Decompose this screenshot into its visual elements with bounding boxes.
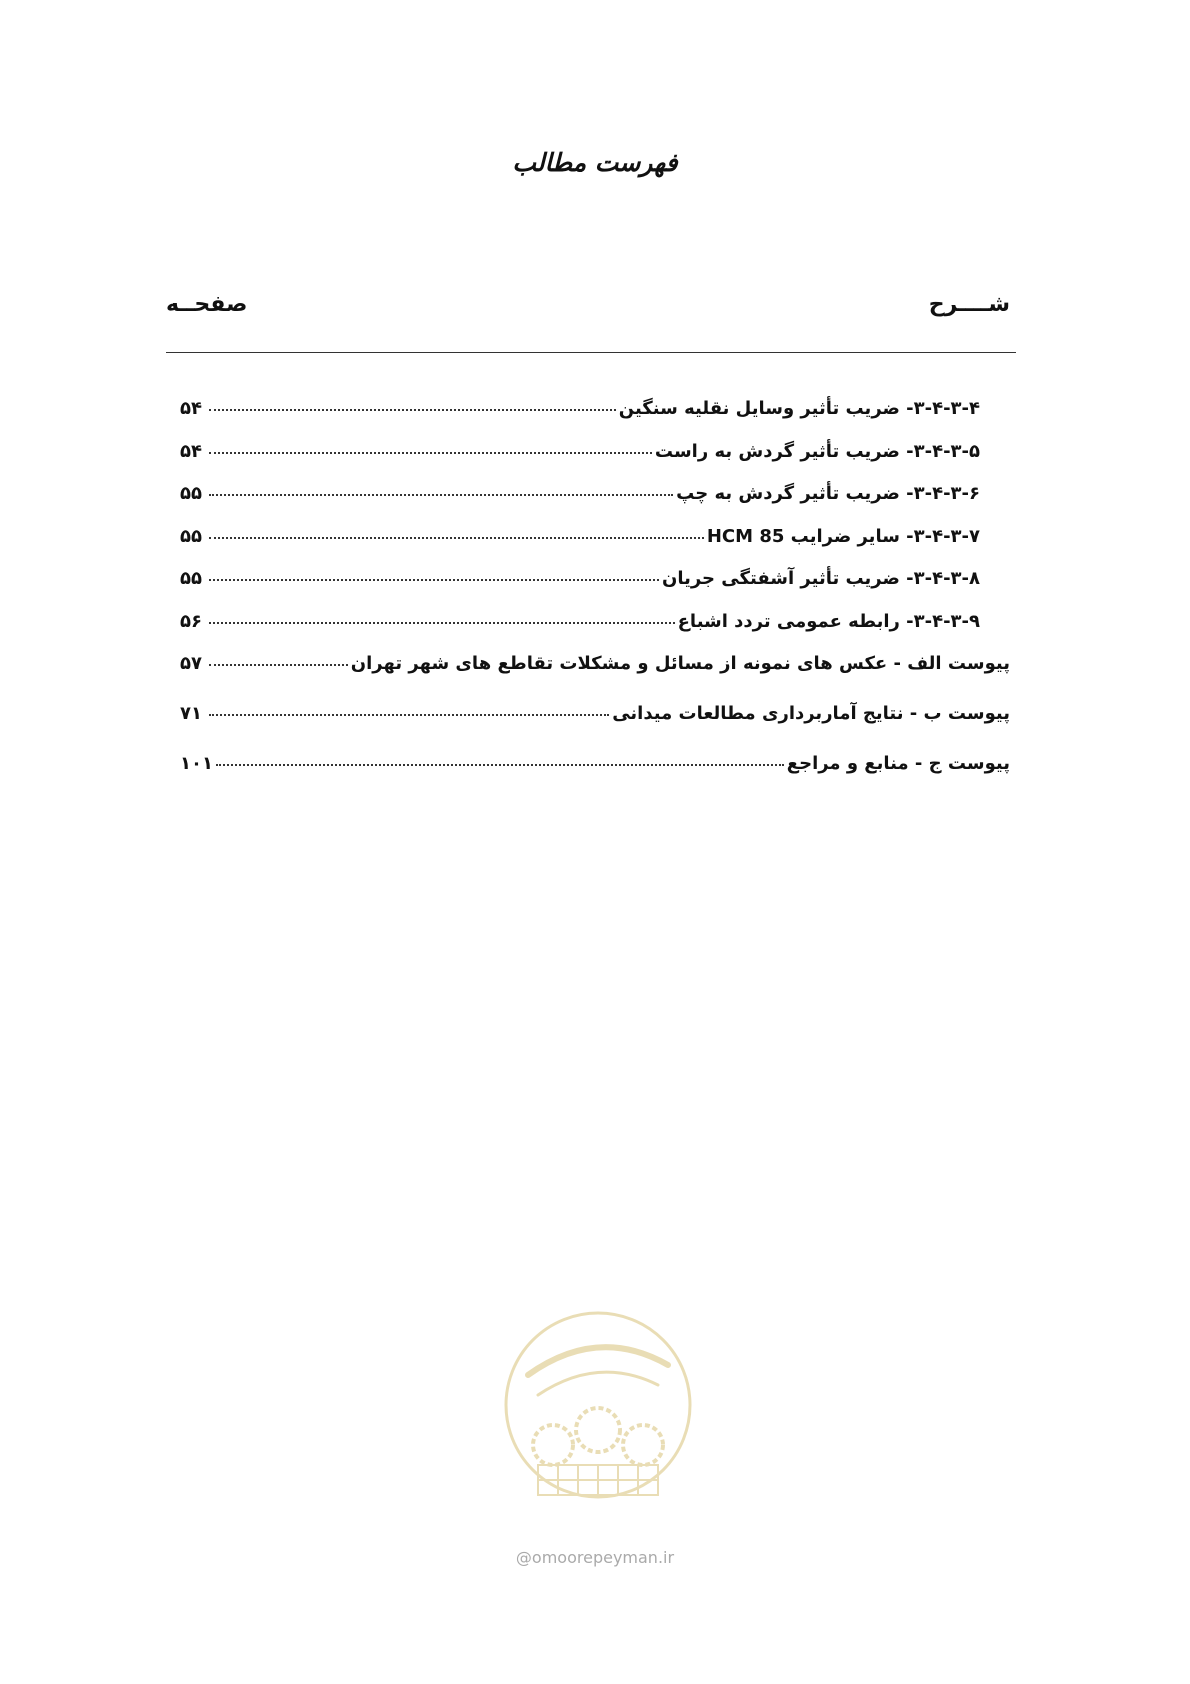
toc-entry[interactable] <box>180 526 1010 548</box>
dot-leader <box>209 622 675 624</box>
toc-entry-appendix[interactable] <box>180 703 1010 725</box>
dot-leader <box>209 664 348 666</box>
toc-entry-page: ۱۰۱ <box>180 753 213 774</box>
toc-entry-page: ۵۵ <box>180 525 202 547</box>
toc-entry-page: ۵۵ <box>180 568 202 589</box>
toc-entry-page: ۵۴ <box>180 440 202 462</box>
toc-entry-appendix[interactable] <box>180 753 1010 775</box>
toc-entry-label: ۳-۴-۳-۶- ضریب تأثیر گردش به چپ <box>676 483 980 504</box>
toc-entry[interactable] <box>180 611 1010 633</box>
toc-entry-page: ۵۶ <box>180 610 202 632</box>
dot-leader <box>209 452 652 454</box>
dot-leader <box>209 537 704 539</box>
dot-leader <box>209 579 659 581</box>
toc-entry-label: ۳-۴-۳-۸- ضریب تأثیر آشفتگی جریان <box>661 568 980 589</box>
watermark-url: @omoorepeyman.ir <box>515 1548 675 1567</box>
dot-leader <box>209 494 673 496</box>
dot-leader <box>209 409 616 411</box>
toc-entry[interactable] <box>180 441 1010 463</box>
toc-entry[interactable] <box>180 398 1010 420</box>
table-of-contents <box>180 398 1010 803</box>
toc-entry-page: ۵۷ <box>180 653 202 674</box>
description-column-header: شــــرح <box>928 292 1010 317</box>
toc-entry-label: ۳-۴-۳-۷- سایر ضرایب HCM 85 <box>706 525 980 547</box>
toc-entry-page: ۵۵ <box>180 483 202 504</box>
toc-entry-page: ۵۴ <box>180 398 202 419</box>
toc-entry-label: ۳-۴-۳-۹- رابطه عمومی تردد اشباع <box>677 610 980 632</box>
page-column-header: صفحــه <box>166 292 248 317</box>
toc-entry-label: ۳-۴-۳-۵- ضریب تأثیر گردش به راست <box>654 440 980 462</box>
toc-entry-label: ۳-۴-۳-۴- ضریب تأثیر وسایل نقلیه سنگین <box>618 398 980 419</box>
toc-entry-label: پیوست الف - عکس های نمونه از مسائل و مشکلات تقاطع های شهر تهران <box>350 653 1010 674</box>
toc-entry-label: پیوست ب - نتایج آماربرداری مطالعات میدانی <box>612 703 1010 724</box>
dot-leader <box>209 714 609 716</box>
page-title: فهرست مطالب <box>512 148 678 177</box>
toc-entry-label: پیوست ج - منابع و مراجع <box>786 753 1010 774</box>
toc-entry[interactable] <box>180 483 1010 505</box>
watermark-logo-icon <box>498 1305 698 1545</box>
toc-entry-appendix[interactable] <box>180 653 1010 675</box>
header-divider <box>166 352 1016 353</box>
dot-leader <box>216 764 784 766</box>
toc-entry-page: ۷۱ <box>180 703 202 724</box>
toc-entry[interactable] <box>180 568 1010 590</box>
